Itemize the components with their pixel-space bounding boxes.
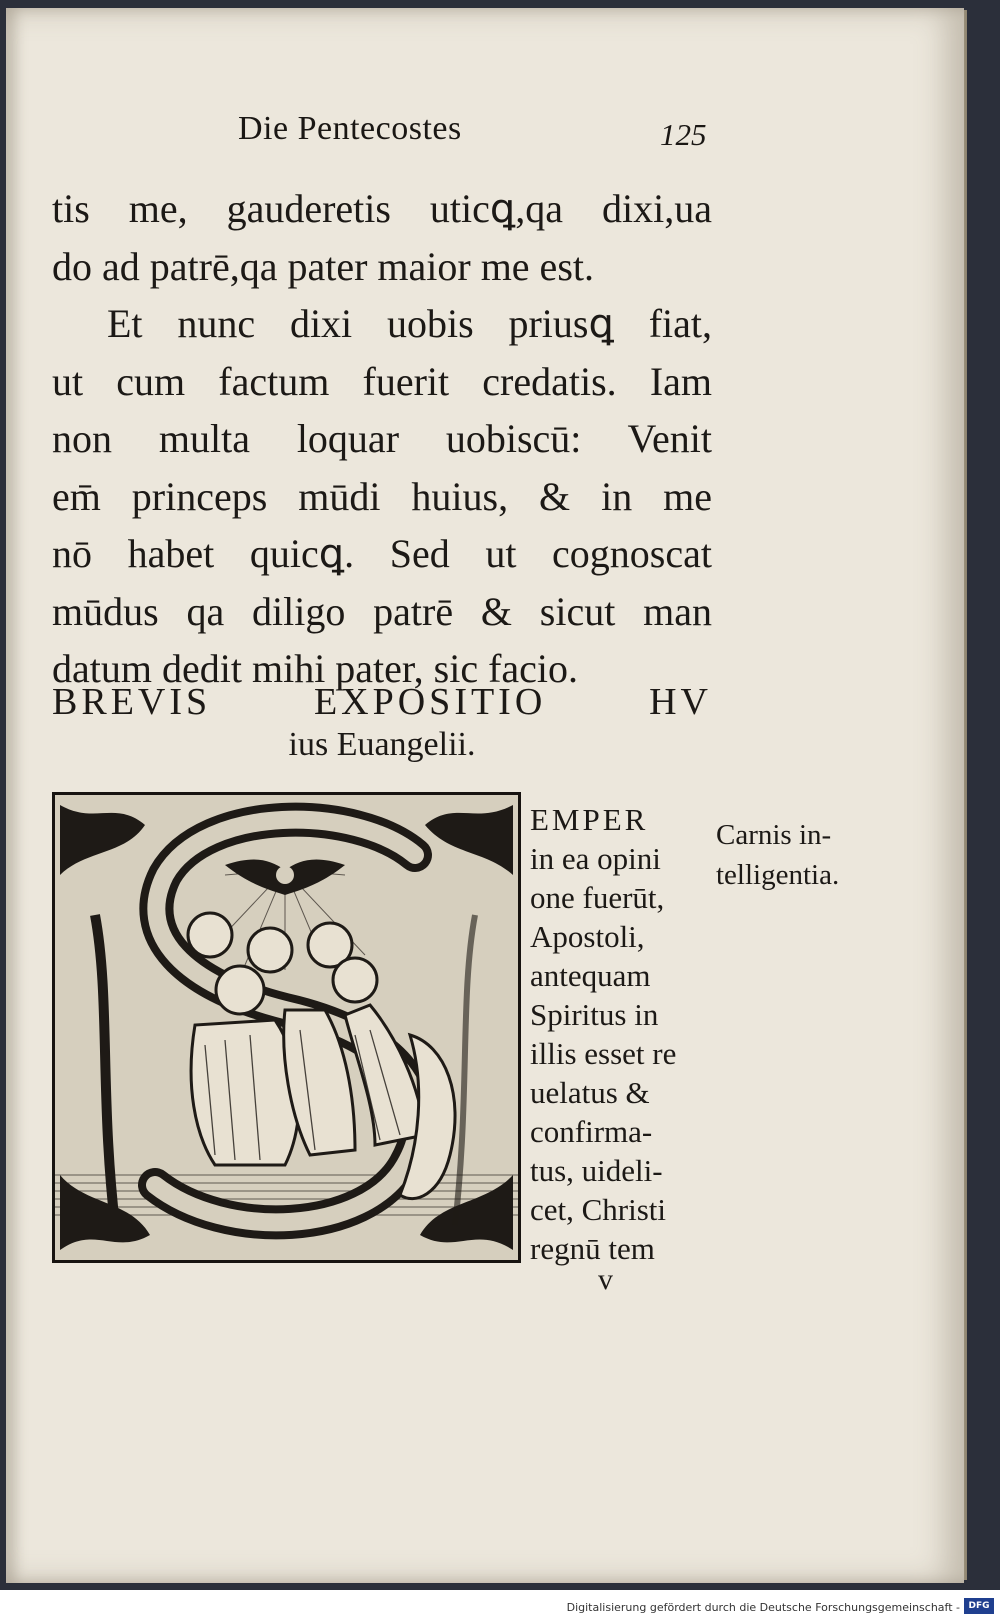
column-line: confirma- bbox=[530, 1114, 653, 1149]
column-line: cet, Christi bbox=[530, 1192, 667, 1227]
page-number: 125 bbox=[660, 117, 707, 152]
body-text bbox=[52, 180, 712, 698]
column-line: EMPER bbox=[530, 802, 649, 837]
text-line: non multa loquar uobiscū: Venit bbox=[52, 416, 712, 461]
catchword: v bbox=[598, 1263, 613, 1296]
column-line: antequam bbox=[530, 958, 651, 993]
running-head: Die Pentecostes bbox=[238, 110, 462, 147]
section-heading bbox=[52, 680, 712, 764]
text-line: ut cum factum fuerit credatis. Iam bbox=[52, 358, 712, 404]
marginal-line: telligentia. bbox=[716, 859, 840, 891]
column-line: tus, uideli- bbox=[530, 1153, 663, 1188]
column-line: illis esset re bbox=[530, 1036, 677, 1071]
heading-line-2: ius Euangelii. bbox=[288, 726, 476, 763]
marginal-line: Carnis in- bbox=[716, 819, 832, 851]
heading-line-1: BREVIS EXPOSITIO HV bbox=[52, 681, 712, 723]
text-line: em̄ princeps mūdi huius, & in me bbox=[52, 473, 712, 519]
column-line: uelatus & bbox=[530, 1075, 650, 1110]
text-line: tis me, gauderetis uticꝗ,qa dixi,ua bbox=[52, 186, 712, 231]
dfg-logo: DFG bbox=[964, 1598, 994, 1614]
column-line: Spiritus in bbox=[530, 997, 659, 1032]
text-line: mūdus qa diligo patrē & sicut man bbox=[52, 588, 712, 634]
text-line: do ad patrē,qa pater maior me est. bbox=[52, 243, 594, 289]
column-line: Apostoli, bbox=[530, 919, 645, 954]
text-line: nō habet quicꝗ. Sed ut cognoscat bbox=[52, 531, 712, 576]
footer-credit: Digitalisierung gefördert durch die Deutsche Forschungsgemeinschaft - bbox=[566, 1601, 960, 1614]
column-line: regnū tem bbox=[530, 1231, 655, 1266]
text-column bbox=[530, 800, 715, 1268]
text-line: datum dedit mihi pater, sic facio. bbox=[52, 646, 579, 691]
column-line: one fuerūt, bbox=[530, 880, 665, 915]
text-line: Et nunc dixi uobis priusꝗ fiat, bbox=[107, 301, 712, 346]
woodcut-initial-s bbox=[52, 792, 521, 1263]
marginal-note bbox=[716, 815, 916, 895]
column-line: in ea opini bbox=[530, 841, 661, 876]
